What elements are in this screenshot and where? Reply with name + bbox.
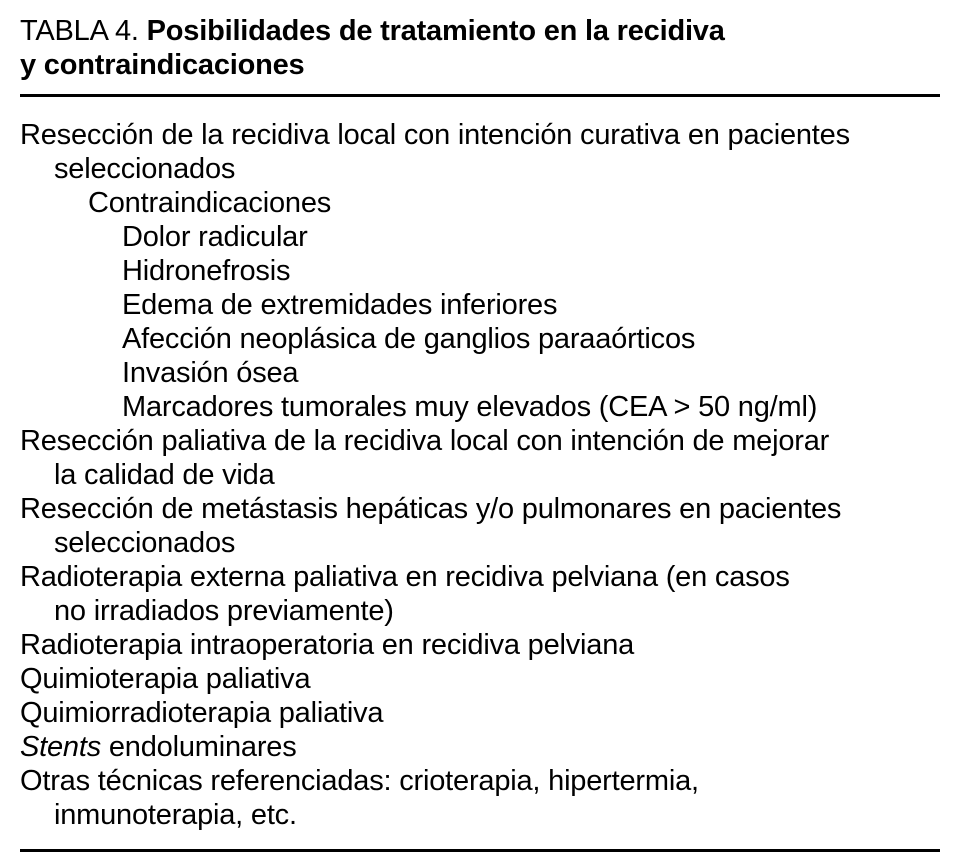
row-metastasis: Resección de metástasis hepáticas y/o pulmonares en pacientes <box>20 493 842 525</box>
row-hidronefrosis: Hidronefrosis <box>122 255 291 287</box>
table-title <box>20 14 940 82</box>
table-4 <box>20 14 940 852</box>
row-metastasis-cont: seleccionados <box>54 527 236 559</box>
row-reseccion-paliativa: Resección paliativa de la recidiva local con intención de mejorar <box>20 425 830 457</box>
row-quimiorradioterapia: Quimiorradioterapia paliativa <box>20 697 384 729</box>
row-radioterapia-intraoperatoria: Radioterapia intraoperatoria en recidiva pelviana <box>20 629 635 661</box>
row-otras-tecnicas: Otras técnicas referenciadas: crioterapia, hipertermia, <box>20 765 699 797</box>
stents-rest: endoluminares <box>101 731 297 763</box>
table-body <box>20 97 940 849</box>
table-title-line-1: Posibilidades de tratamiento en la recidiva <box>146 15 725 47</box>
table-label: TABLA 4. <box>20 15 139 47</box>
row-marcadores: Marcadores tumorales muy elevados (CEA > 50 ng/ml) <box>122 391 818 423</box>
row-contraindicaciones: Contraindicaciones <box>88 187 332 219</box>
row-stents <box>20 730 940 764</box>
row-edema: Edema de extremidades inferiores <box>122 289 558 321</box>
row-dolor-radicular: Dolor radicular <box>122 221 308 253</box>
row-otras-tecnicas-cont: inmunoterapia, etc. <box>54 799 297 831</box>
row-radioterapia-externa-cont: no irradiados previamente) <box>54 595 394 627</box>
row-radioterapia-externa: Radioterapia externa paliativa en recidiva pelviana (en casos <box>20 561 790 593</box>
row-invasion-osea: Invasión ósea <box>122 357 299 389</box>
row-quimioterapia: Quimioterapia paliativa <box>20 663 311 695</box>
row-reseccion-paliativa-cont: la calidad de vida <box>54 459 275 491</box>
stents-italic: Stents <box>20 731 102 763</box>
row-afeccion-ganglios: Afección neoplásica de ganglios paraaórticos <box>122 323 696 355</box>
row-reseccion-curativa: Resección de la recidiva local con intención curativa en pacientes <box>20 119 850 151</box>
row-reseccion-curativa-cont: seleccionados <box>54 153 236 185</box>
bottom-rule <box>20 849 940 852</box>
table-title-line-2: y contraindicaciones <box>20 49 305 81</box>
